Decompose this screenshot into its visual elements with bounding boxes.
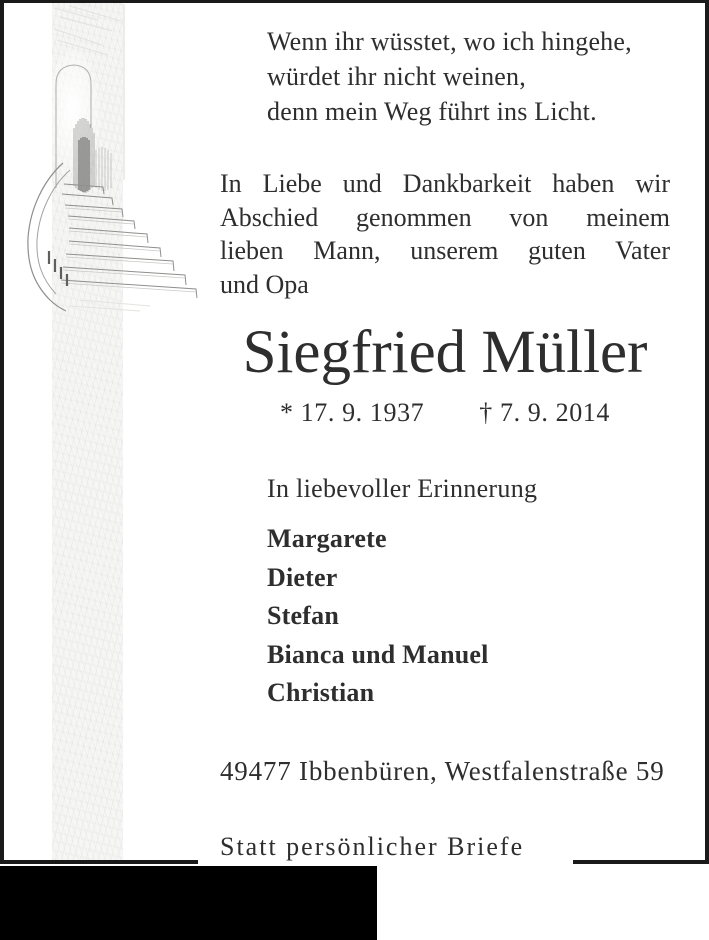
- closing-line: Statt persönlicher Briefe: [220, 832, 525, 861]
- verse-line: würdet ihr nicht weinen,: [267, 62, 526, 91]
- mourner-name: Margarete: [267, 524, 387, 553]
- mourner-name: Bianca und Manuel: [267, 639, 489, 669]
- stairway-to-light-drawing: [0, 0, 210, 312]
- intro-line: und Opa: [220, 269, 309, 299]
- intro-paragraph: [220, 167, 670, 301]
- mourner-name: Christian: [267, 678, 375, 707]
- opening-verse: [267, 24, 632, 129]
- stairway-artwork: [0, 0, 210, 312]
- address-line: 49477 Ibbenbüren, Westfalenstraße 59: [220, 756, 665, 786]
- death-date: † 7. 9. 2014: [479, 398, 610, 427]
- frame-bottom-left-segment: [0, 860, 198, 864]
- frame-left-border: [0, 0, 4, 864]
- redaction-bar: [0, 866, 377, 940]
- intro-line: lieben Mann, unserem guten Vater: [220, 236, 670, 265]
- intro-line: Abschied genommen von meinem: [220, 202, 670, 232]
- frame-top-border: [0, 0, 709, 3]
- deceased-name: Siegfried Müller: [242, 319, 648, 386]
- frame-right-border: [705, 0, 709, 864]
- life-dates: [220, 398, 670, 428]
- mourner-name: Stefan: [267, 601, 339, 630]
- remembrance-line: In liebevoller Erinnerung: [267, 474, 538, 503]
- intro-line: In Liebe und Dankbarkeit haben wir: [220, 169, 670, 198]
- birth-date: * 17. 9. 1937: [279, 398, 425, 427]
- mourner-name: Dieter: [267, 562, 338, 592]
- verse-line: denn mein Weg führt ins Licht.: [267, 97, 597, 126]
- verse-line: Wenn ihr wüsstet, wo ich hingehe,: [267, 27, 632, 56]
- frame-bottom-right-segment: [573, 860, 709, 864]
- mourners-list: [267, 520, 489, 713]
